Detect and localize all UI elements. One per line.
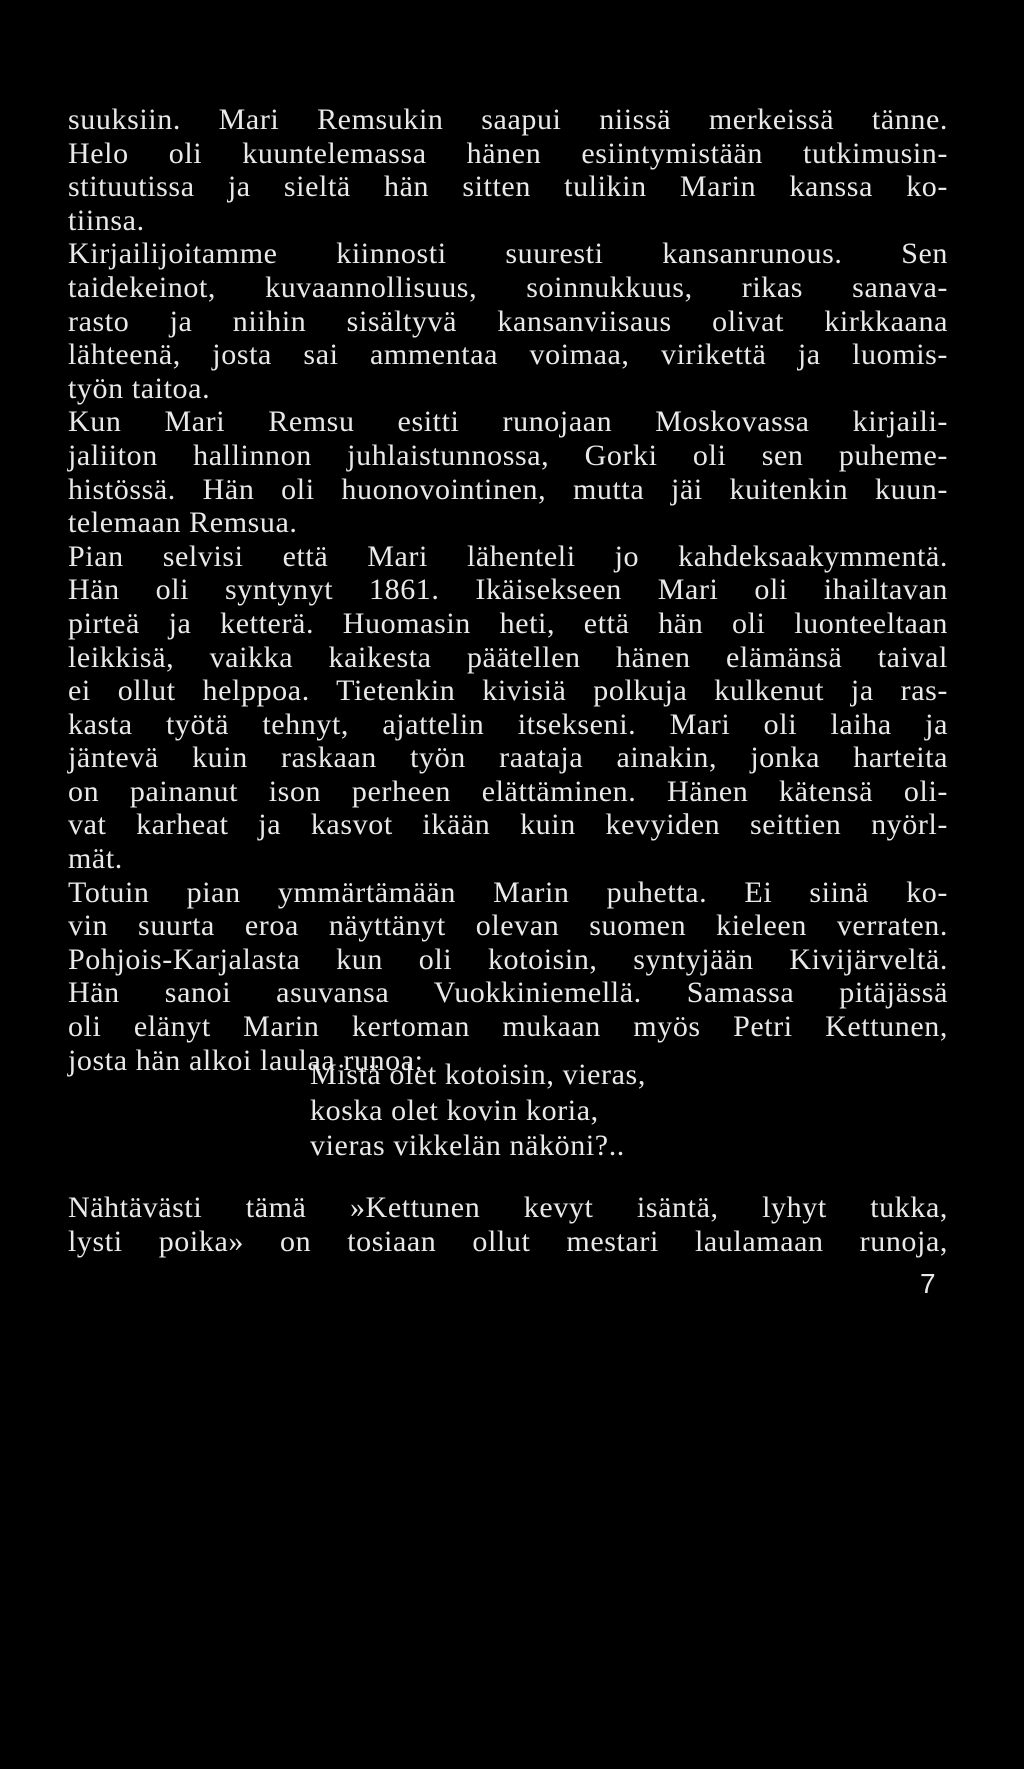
text-line: Hän sanoi asuvansa Vuokkiniemellä. Samassa pitäjässä [68, 976, 948, 1010]
text-line: stituutissa ja sieltä hän sitten tulikin Marin kanssa ko- [68, 170, 948, 204]
text-line: on painanut ison perheen elättäminen. Hänen kätensä oli- [68, 774, 948, 808]
text-line: Pohjois-Karjalasta kun oli kotoisin, syntyjään Kivijärveltä. [68, 942, 948, 976]
text-line: vat karheat ja kasvot ikään kuin kevyiden seittien nyörl- [68, 808, 948, 842]
text-line: taidekeinot, kuvaannollisuus, soinnukkuus, rikas sanava- [68, 270, 948, 304]
text-line: mät. [68, 842, 123, 876]
closing-line: lysti poika» on tosiaan ollut mestari laulamaan runoja, [68, 1224, 948, 1258]
text-line: rasto ja niihin sisältyvä kansanviisaus olivat kirkkaana [68, 304, 948, 338]
text-line: jäntevä kuin raskaan työn raataja ainakin, jonka harteita [68, 741, 948, 775]
text-line: Hän oli syntynyt 1861. Ikäisekseen Mari oli ihailtavan [68, 573, 948, 607]
text-line: oli elänyt Marin kertoman mukaan myös Petri Kettunen, [68, 1010, 948, 1044]
text-line: Kun Mari Remsu esitti runojaan Moskovassa kirjaili- [68, 405, 948, 439]
text-line: Totuin pian ymmärtämään Marin puhetta. Ei siinä ko- [68, 875, 948, 909]
verse-line: koska olet kovin koria, [310, 1093, 599, 1127]
closing-paragraph [68, 1191, 948, 1258]
text-line: ei ollut helppoa. Tietenkin kivisiä polkuja kulkenut ja ras- [68, 674, 948, 708]
text-line: leikkisä, vaikka kaikesta päätellen hänen elämänsä taival [68, 640, 948, 674]
text-line: josta hän alkoi laulaa runoa: [68, 1043, 424, 1077]
text-line: vin suurta eroa näyttänyt olevan suomen kieleen verraten. [68, 909, 948, 943]
verse-line: Mistä olet kotoisin, vieras, [310, 1058, 646, 1091]
text-line: telemaan Remsua. [68, 506, 298, 540]
text-line: kasta työtä tehnyt, ajattelin itsekseni. Mari oli laiha ja [68, 707, 948, 741]
text-line: lähteenä, josta sai ammentaa voimaa, virikettä ja luomis- [68, 338, 948, 372]
main-text-column [68, 103, 948, 1077]
text-line: jaliiton hallinnon juhlaistunnossa, Gorki oli sen puheme- [68, 438, 948, 472]
closing-line: Nähtävästi tämä »Kettunen kevyt isäntä, lyhyt tukka, [68, 1191, 948, 1224]
page-number: 7 [920, 1268, 936, 1299]
text-line: Helo oli kuuntelemassa hänen esiintymistään tutkimusin- [68, 136, 948, 170]
text-line: histössä. Hän oli huonovointinen, mutta jäi kuitenkin kuun- [68, 472, 948, 506]
poem-verse [310, 1057, 810, 1164]
text-line: Pian selvisi että Mari lähenteli jo kahdeksaakymmentä. [68, 539, 948, 573]
text-line: Kirjailijoitamme kiinnosti suuresti kansanrunous. Sen [68, 237, 948, 271]
text-line: pirteä ja ketterä. Huomasin heti, että hän oli luonteeltaan [68, 606, 948, 640]
text-line: työn taitoa. [68, 371, 211, 405]
verse-line: vieras vikkelän näköni?.. [310, 1129, 625, 1162]
text-line: tiinsa. [68, 203, 145, 237]
text-line: suuksiin. Mari Remsukin saapui niissä merkeissä tänne. [68, 103, 948, 136]
